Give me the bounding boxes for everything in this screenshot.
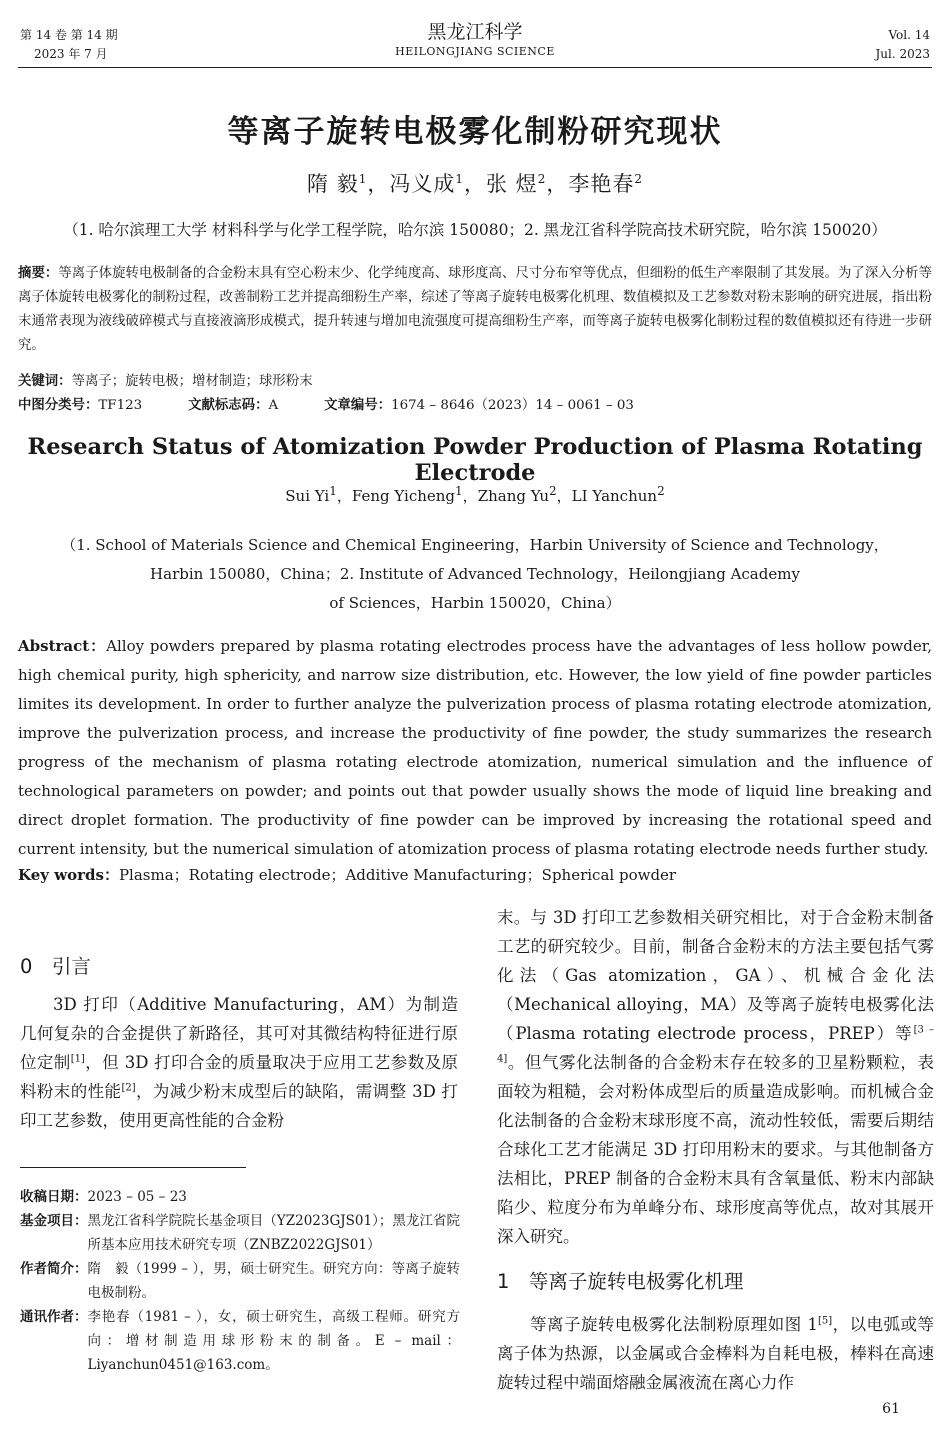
section-0-heading: 0 引言 [20,955,91,978]
header-vol-en: Vol. 14 [888,28,930,42]
section-0-paragraph [20,990,458,1135]
author-cn: 隋 毅 [307,172,359,196]
citation: [3 – 4] [497,1024,934,1065]
author-aff-sup: 1 [358,172,368,186]
footnote-value: 隋 毅（1999 – ），男，硕士研究生。研究方向：等离子旋转电极制粉。 [87,1261,460,1301]
author-sep: ， [462,487,478,505]
paper-title-en: Research Status of Atomization Powder Production of Plasma Rotating Electrode [27,434,923,486]
footnote-key: 收稿日期： [20,1189,88,1205]
footnote-key: 基金项目： [20,1213,88,1229]
abstract-cn-text: 等离子体旋转电极制备的合金粉末具有空心粉末少、化学纯度高、球形度高、尺寸分布窄等优点，但细粉的低生产率限制了其发展。为了深入分析等离子体旋转电极雾化的制粉过程，改善制粉工艺并提高细粉生产率，综述了等离子旋转电极雾化机理、数值模拟及工艺参数对粉末影响的研究进展，指出粉末通常表现为液线破碎模式与直接液滴形成模式，提升转速与增加电流强度可提高细粉生产率，而等离子旋转电极雾化制粉过程的数值模拟还有待进一步研究。 [18,266,932,353]
keywords-cn-text: 等离子；旋转电极；增材制造；球形粉末 [71,374,313,389]
footnote-corresponding [20,1305,460,1377]
footnote-value: 2023 – 05 – 23 [87,1189,187,1205]
abstract-en-text: Alloy powders prepared by plasma rotating electrodes process have the advantages of less hollow powder, high chemical purity, high sphericity, and narrow size distribution, etc. However, the low yield of fine powder particles limites its development. In order to further analyze the pulverization process of plasma rotating electrode atomization, improve the pulverization process, and increase the productivity of fine powder, the study summarizes the research progress of the mechanism of plasma rotating electrode atomization, numerical simulation and the influence of technological parameters on powder; and points out that powder usually shows the mode of liquid line breaking and direct droplet formation. The productivity of fine powder can be improved by increasing the rotational speed and current intensity, but the numerical simulation of atomization process of plasma rotating electrode needs further study. [18,637,932,858]
footnote-value: 黑龙江省科学院院长基金项目（YZ2023GJS01）；黑龙江省院所基本应用技术研究专项（ZNBZ2022GJS01） [87,1213,460,1253]
body-text: 。但气雾化法制备的合金粉末存在较多的卫星粉颗粒，表面较为粗糙，会对粉体成型后的质量造成影响。而机械合金化法制备的合金粉末球形度不高，流动性较低，需要后期结合球化工艺才能满足 3D 打印用粉末的要求。与其他制备方法相比，PREP 制备的合金粉末具有含氧量低、粉末内部缺陷少、粒度分布为单峰分布、球形度高等优点，故对其展开深入研究。 [497,1053,934,1246]
doc-code-label: 文献标志码： [188,398,269,413]
abstract-en-label: Abstract： [18,637,107,655]
keywords-en [18,863,676,887]
classification-value: TF123 [98,398,143,413]
article-no-label: 文章编号： [324,398,392,413]
keywords-cn [18,370,932,394]
author-sep: ， [464,172,486,196]
affiliation-en-line: （1. School of Materials Science and Chemical Engineering，Harbin University of Science and Technology， [61,536,889,554]
author-aff-sup: 2 [634,172,643,186]
author-sep: ， [556,487,572,505]
author-aff-sup: 2 [657,484,665,498]
journal-name-cn: 黑龙江科学 [427,21,523,43]
citation: [2] [121,1082,136,1094]
footnote-divider [20,1167,246,1168]
header-divider [18,67,932,68]
author-en: LI Yanchun [571,487,658,505]
keywords-cn-label: 关键词： [18,374,72,389]
citation: [1] [70,1053,85,1065]
footnote-key: 通讯作者： [20,1309,88,1325]
author-sep: ， [336,487,352,505]
abstract-cn [18,262,932,358]
header-date-en: Jul. 2023 [875,47,930,61]
author-en: Feng Yicheng [351,487,456,505]
author-aff-sup: 1 [329,484,337,498]
author-sep: ， [546,172,569,196]
header-vol-issue-cn: 第 14 卷 第 14 期 [20,28,118,42]
affiliation-cn: （1. 哈尔滨理工大学 材料科学与化学工程学院，哈尔滨 150080；2. 黑龙江省科学院高技术研究院，哈尔滨 150020） [63,221,887,239]
affiliation-en-line: of Sciences，Harbin 150020，China） [329,594,621,612]
keywords-en-label: Key words： [18,866,119,884]
footnote-value: 李艳春（1981 – ），女，硕士研究生，高级工程师。研究方向：增材制造用球形粉末的制备。E – mail：Liyanchun0451@163.com。 [87,1309,460,1373]
paper-title-cn: 等离子旋转电极雾化制粉研究现状 [227,114,723,150]
header-date-cn: 2023 年 7 月 [34,47,108,61]
footnotes [20,1185,460,1377]
body-text: ，以电弧或等离子体为热源，以金属或合金棒料为自耗电极，棒料在高速旋转过程中端面熔融金属液流在离心力作 [497,1315,934,1392]
abstract-en [18,632,932,864]
header-volume-en [875,26,930,64]
author-sep: ， [367,172,390,196]
author-aff-sup: 1 [455,172,464,186]
footnote-key: 作者简介： [20,1261,88,1277]
affiliation-en [0,531,950,618]
section-1-paragraph [497,1310,934,1397]
page-number: 61 [882,1401,900,1417]
author-aff-sup: 2 [549,484,557,498]
journal-masthead [0,20,950,60]
section-1-heading: 1 等离子旋转电极雾化机理 [497,1270,744,1293]
footnote-received [20,1185,460,1209]
body-text: 末。与 3D 打印工艺参数相关研究相比，对于合金粉末制备工艺的研究较少。目前，制备合金粉末的方法主要包括气雾化法（Gas atomization，GA）、机械合金化法（Mechanical alloying，MA）及等离子旋转电极雾化法（Plasma rotating electrode process，PREP）等 [497,908,934,1043]
authors-cn [0,168,950,198]
body-text: 等离子旋转电极雾化法制粉原理如图 1 [530,1315,818,1334]
right-column-paragraph-1 [497,903,934,1251]
classification-label: 中图分类号： [18,398,99,413]
author-cn: 冯义成 [389,172,456,196]
author-aff-sup: 2 [537,172,547,186]
affiliation-en-line: Harbin 150080，China；2. Institute of Advanced Technology，Heilongjiang Academy [150,565,800,583]
journal-name-en: HEILONGJIANG SCIENCE [395,45,555,58]
body-text: 3D 打印（Additive Manufacturing，AM）为制造几何复杂的合金提供了新路径，其可对其微结构特征进行原位定制 [20,995,458,1072]
keywords-en-text: Plasma；Rotating electrode；Additive Manufacturing；Spherical powder [118,866,677,884]
authors-en [0,485,950,506]
body-text: ，但 3D 打印合金的质量取决于应用工艺参数及原料粉末的性能 [20,1053,459,1101]
abstract-cn-label: 摘要： [18,266,59,281]
article-no-value: 1674 – 8646（2023）14 – 0061 – 03 [391,398,634,413]
author-en: Zhang Yu [477,487,550,505]
author-cn: 李艳春 [568,172,635,196]
author-aff-sup: 1 [455,484,463,498]
author-cn: 张 煜 [486,172,538,196]
author-en: Sui Yi [285,487,330,505]
footnote-fund [20,1209,460,1257]
doc-code-value: A [268,398,279,413]
article-meta [18,394,634,413]
body-text: ，为减少粉末成型后的缺陷，需调整 3D 打印工艺参数，使用更高性能的合金粉 [20,1082,459,1130]
citation: [5] [817,1315,833,1327]
footnote-author-bio [20,1257,460,1305]
